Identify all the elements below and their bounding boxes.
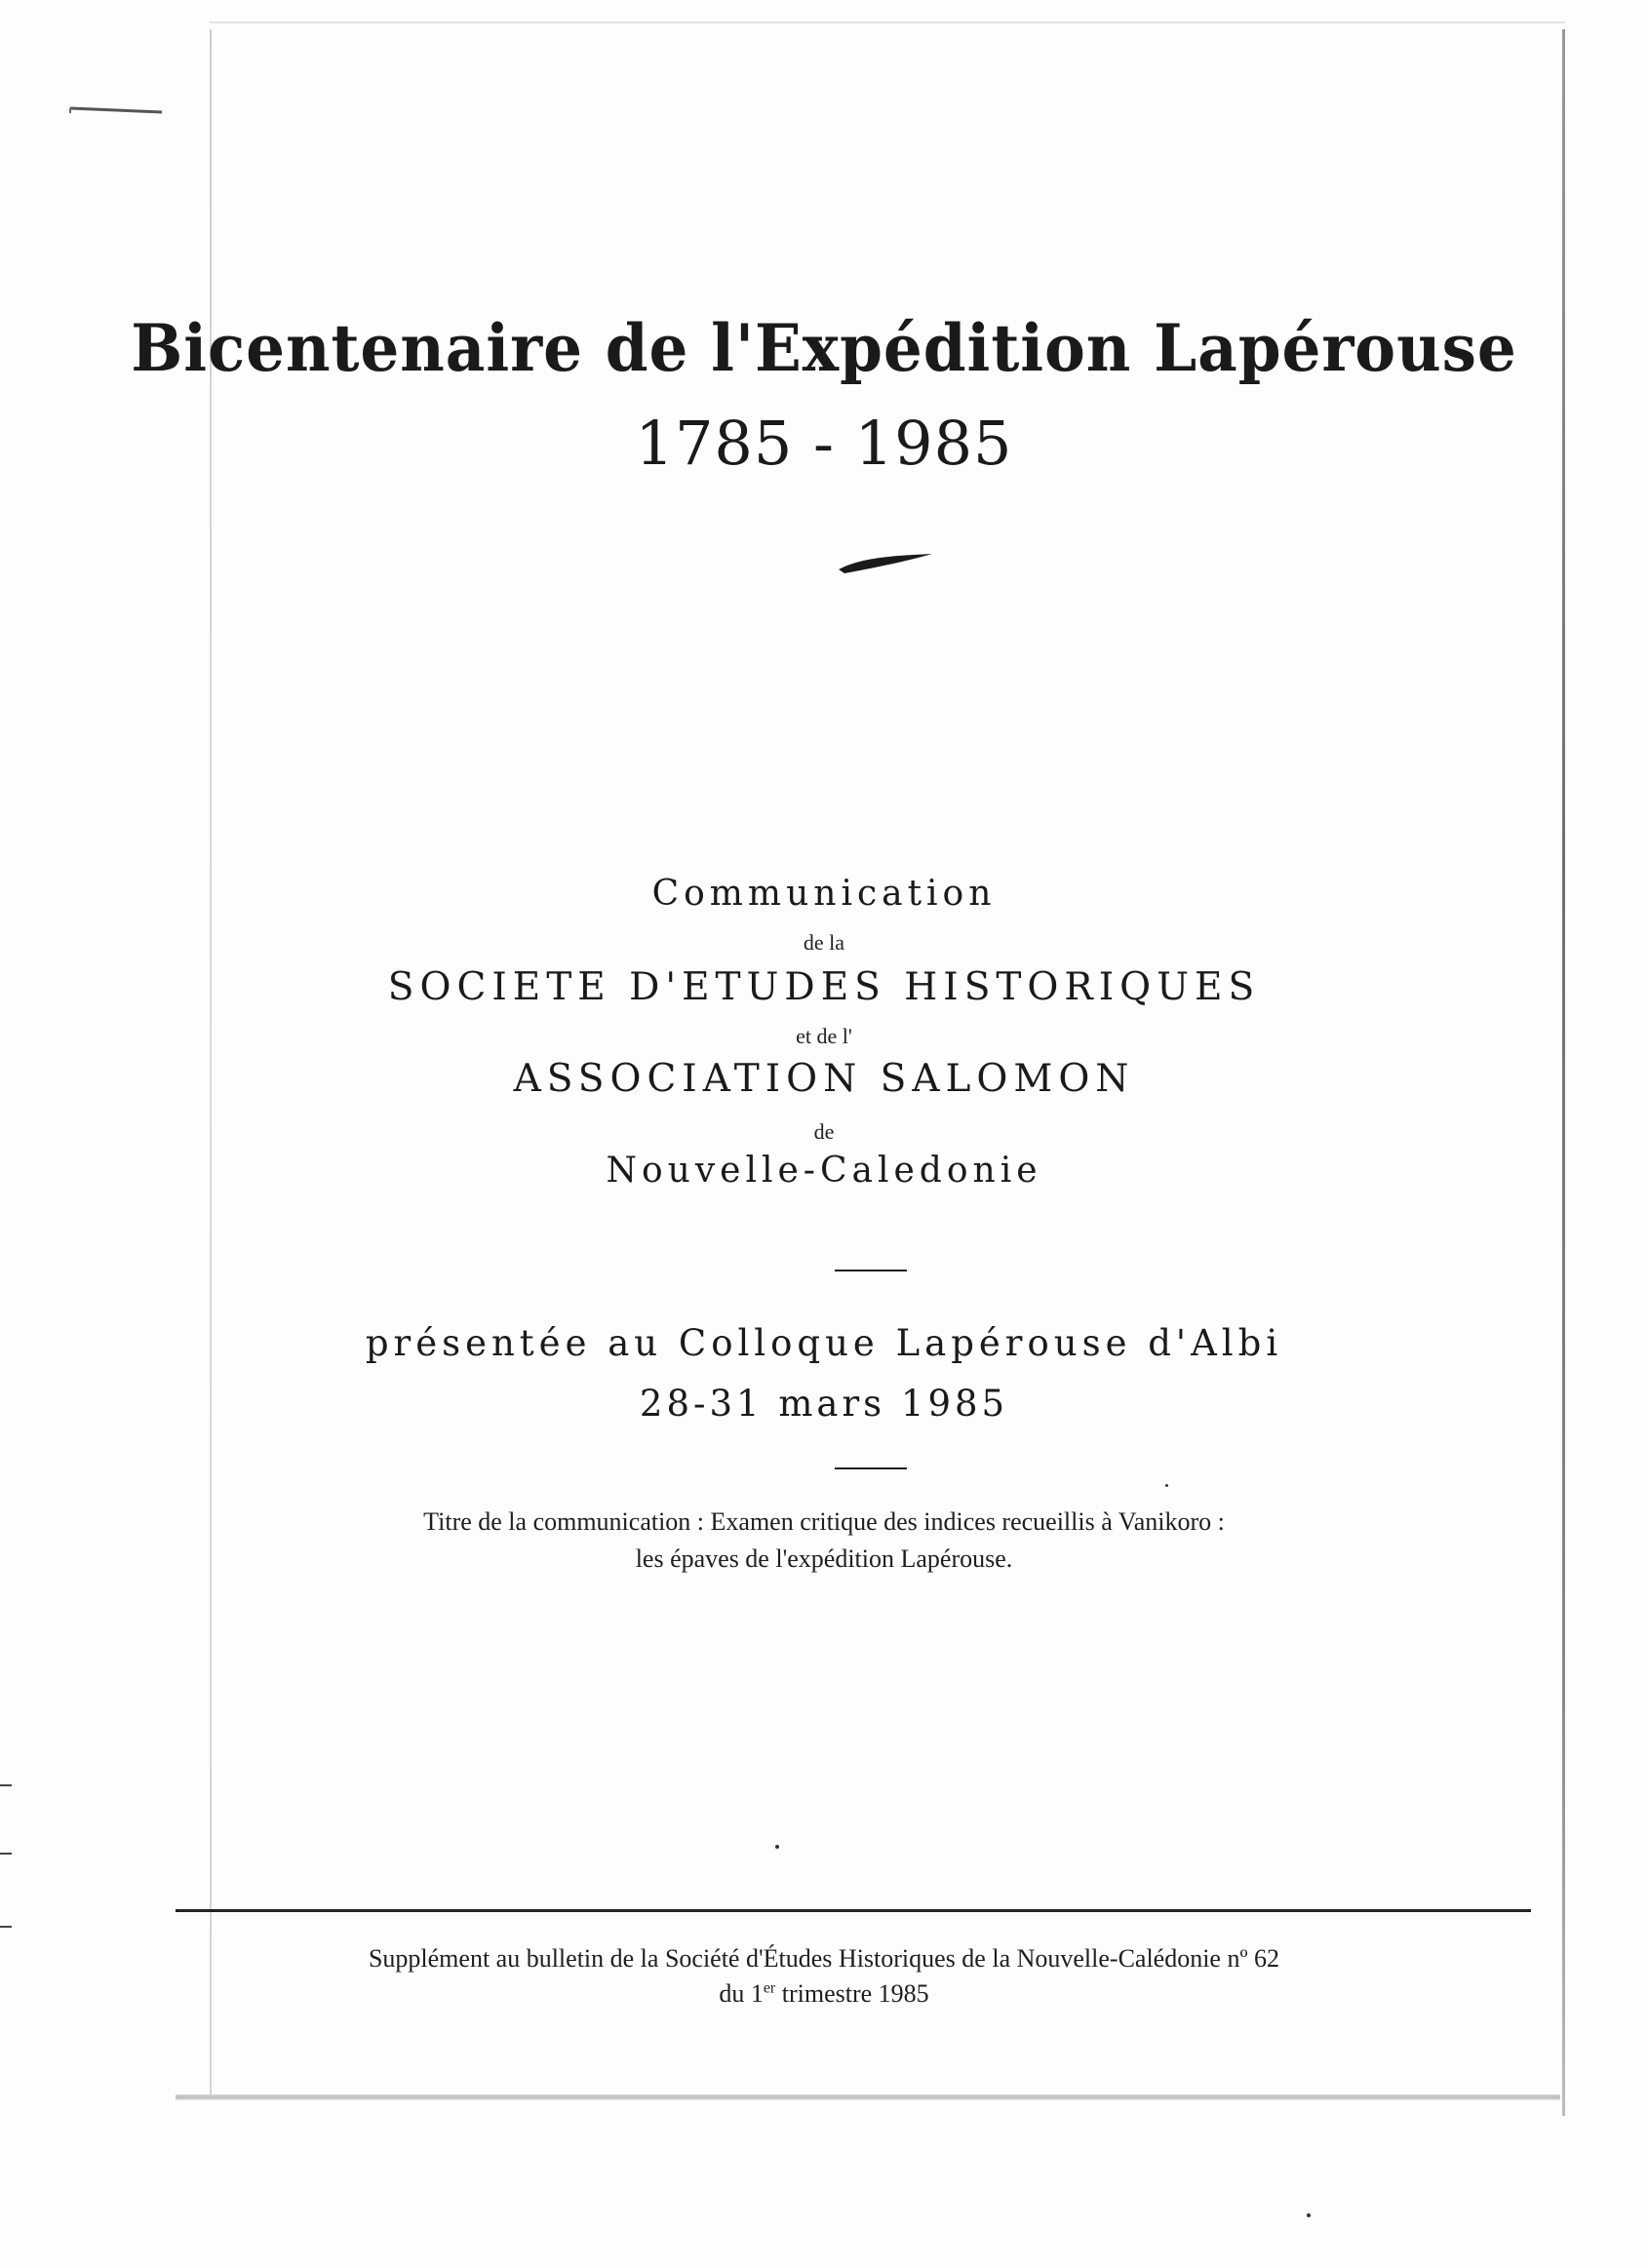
year-range: 1785 - 1985 [635, 408, 1013, 479]
dust-speck [1165, 1484, 1168, 1487]
scan-margin-mark [0, 1853, 12, 1855]
dust-speck [775, 1845, 779, 1849]
association-name: ASSOCIATION SALOMON [513, 1057, 1135, 1101]
communication-subject-continued: les épaves de l'expédition Lapérouse. [635, 1545, 1013, 1573]
connector-text: et de l' [796, 1024, 852, 1048]
footer-rule [176, 1909, 1531, 1912]
place-name: Nouvelle-Caledonie [606, 1151, 1042, 1191]
footer-issue-prefix: du 1 [719, 1979, 764, 2008]
dust-speck [1307, 2213, 1311, 2217]
footer-issue-suffix: trimestre 1985 [775, 1979, 929, 2008]
colloque-dates: 28-31 mars 1985 [639, 1383, 1009, 1425]
connector-text: de [813, 1119, 835, 1144]
scan-margin-mark [0, 1784, 12, 1786]
page-title: Bicentenaire de l'Expédition Lapérouse [131, 310, 1517, 386]
scan-margin-mark [0, 1926, 12, 1928]
connector-text: de la [803, 930, 845, 955]
footer-supplement: Supplément au bulletin de la Société d'Études Historiques de la Nouvelle-Calédonie nº 62 [368, 1944, 1280, 1973]
staple-mark [68, 105, 166, 115]
colloque-line: présentée au Colloque Lapérouse d'Albi [365, 1322, 1283, 1364]
footer-issue [0, 1979, 1648, 2009]
footer-issue-superscript: er [763, 1979, 776, 1997]
society-name: SOCIETE D'ETUDES HISTORIQUES [387, 965, 1261, 1009]
page-edge-top [210, 21, 1565, 23]
communication-heading: Communication [651, 874, 997, 914]
separator-rule [835, 1467, 907, 1469]
separator-rule [835, 1270, 907, 1271]
ornament-swash [837, 548, 934, 577]
communication-subject: Titre de la communication : Examen critique des indices recueillis à Vanikoro : [423, 1507, 1225, 1536]
page-edge-bottom [176, 2094, 1560, 2100]
